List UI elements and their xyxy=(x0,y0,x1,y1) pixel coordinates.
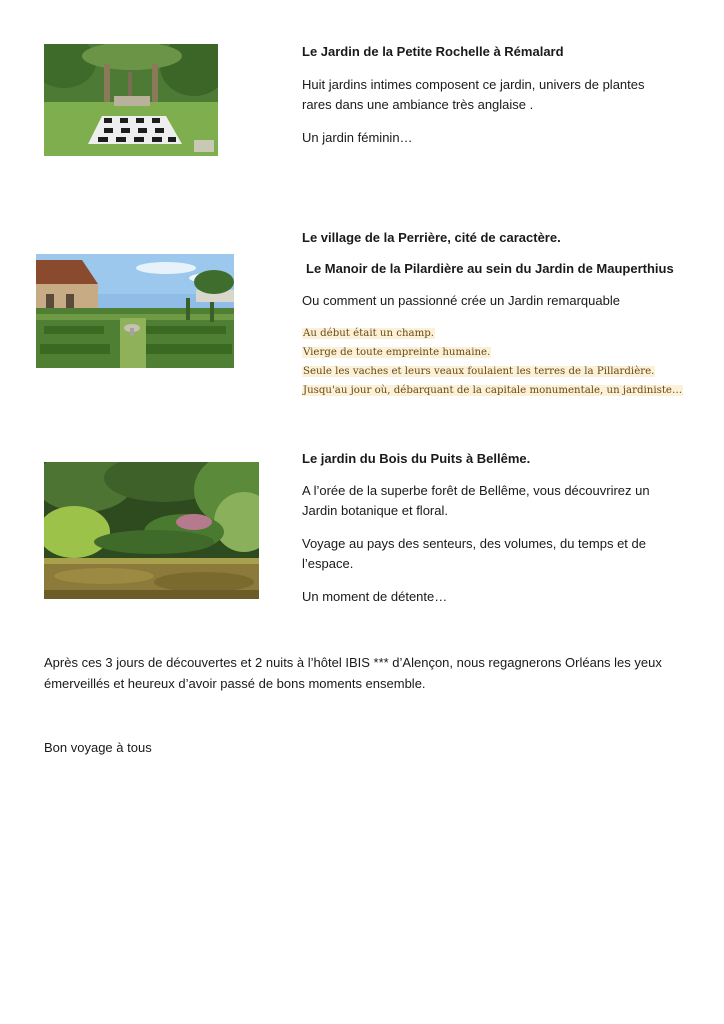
closing-line1: Après ces 3 jours de découvertes et 2 nuits à l’hôtel IBIS *** d’Alençon, nous regagnerons Orléans les yeux xyxy=(44,655,662,670)
section3-title: Le jardin du Bois du Puits à Bellême. xyxy=(302,451,531,466)
manor-garden-photo xyxy=(36,254,234,368)
section3-text3: Un moment de détente… xyxy=(302,589,448,604)
pilardiere-quote xyxy=(302,324,683,400)
section2-title: Le village de la Perrière, cité de caractère. xyxy=(302,230,561,245)
section3-text1-line2: Jardin botanique et floral. xyxy=(302,503,448,518)
quote-line: Seule les vaches et leurs veaux foulaient les terres de la Pillardière. xyxy=(303,366,655,377)
section1-text-line1: Huit jardins intimes composent ce jardin, univers de plantes xyxy=(302,77,645,92)
section3-text2-line1: Voyage au pays des senteurs, des volumes, du temps et de xyxy=(302,536,646,551)
pond-garden-photo xyxy=(44,462,259,599)
section1-text-2: Un jardin féminin… xyxy=(302,130,413,145)
section3-text1-line1: A l’orée de la superbe forêt de Bellême, vous découvrirez un xyxy=(302,483,650,498)
farewell: Bon voyage à tous xyxy=(44,740,152,755)
quote-line: Vierge de toute empreinte humaine. xyxy=(303,347,491,358)
section1-title: Le Jardin de la Petite Rochelle à Rémalard xyxy=(302,44,564,59)
closing-line2: émerveillés et heureux d’avoir passé de bons moments ensemble. xyxy=(44,676,426,691)
section3-text2-line2: l’espace. xyxy=(302,556,354,571)
quote-line: Jusqu'au jour où, débarquant de la capitale monumentale, un jardiniste… xyxy=(303,385,683,396)
garden-checkerboard-photo xyxy=(44,44,218,156)
section1-text-line2: rares dans une ambiance très anglaise . xyxy=(302,97,534,112)
quote-line: Au début était un champ. xyxy=(303,328,435,339)
section2-subtitle: Le Manoir de la Pilardière au sein du Jardin de Mauperthius xyxy=(306,261,674,276)
section2-intro: Ou comment un passionné crée un Jardin remarquable xyxy=(302,293,620,308)
